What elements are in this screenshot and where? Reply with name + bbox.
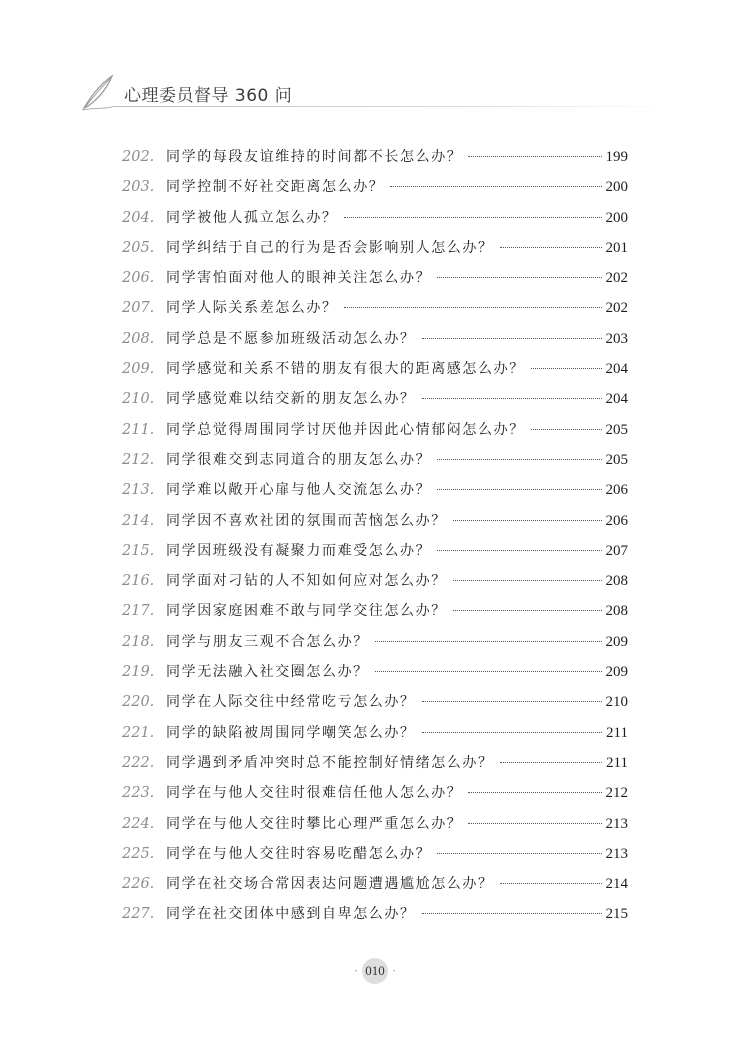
dot-leader <box>453 580 602 581</box>
toc-entry-number: 223. <box>122 785 155 802</box>
toc-entry-title: 同学感觉和关系不错的朋友有很大的距离感怎么办？ <box>166 361 525 378</box>
toc-entry-page: 205 <box>605 421 628 438</box>
toc-entry-title: 同学被他人孤立怎么办？ <box>166 209 338 226</box>
toc-entry <box>122 722 628 752</box>
footer-dot-right: · <box>392 964 396 978</box>
toc-entry-number: 222. <box>122 754 155 771</box>
page-number: 010 <box>362 958 388 984</box>
footer-dot-left: · <box>354 964 358 978</box>
toc-entry-page: 208 <box>605 603 628 620</box>
toc-entry-number: 221. <box>122 724 155 741</box>
toc-entry-number: 209. <box>122 361 155 378</box>
toc-entry-page: 199 <box>605 149 628 165</box>
toc-entry-number: 220. <box>122 694 155 711</box>
toc-entry-number: 206. <box>122 270 155 287</box>
toc-entry-number: 227. <box>122 906 155 923</box>
toc-entry-number: 214. <box>122 512 155 529</box>
dot-leader <box>422 913 602 914</box>
toc-entry-number: 216. <box>122 573 155 590</box>
dot-leader <box>468 823 602 824</box>
toc-entry <box>122 449 628 479</box>
dot-leader <box>453 610 602 611</box>
table-of-contents <box>122 146 628 934</box>
toc-entry-number: 215. <box>122 542 155 559</box>
dot-leader <box>531 368 602 369</box>
dot-leader <box>437 550 602 551</box>
toc-entry-page: 208 <box>605 573 628 590</box>
toc-entry-number: 210. <box>122 391 155 408</box>
toc-entry-page: 211 <box>606 754 628 771</box>
toc-entry-page: 201 <box>605 239 628 256</box>
toc-entry-page: 204 <box>605 361 628 378</box>
toc-entry-title: 同学因不喜欢社团的氛围而苦恼怎么办？ <box>166 512 447 529</box>
toc-entry-title: 同学控制不好社交距离怎么办？ <box>166 179 385 196</box>
toc-entry-title: 同学在社交场合常因表达问题遭遇尴尬怎么办？ <box>166 876 494 893</box>
dot-leader <box>453 520 602 521</box>
toc-entry-number: 226. <box>122 876 155 893</box>
toc-entry <box>122 297 628 327</box>
toc-entry <box>122 600 628 630</box>
dot-leader <box>437 853 602 854</box>
dot-leader <box>468 792 602 793</box>
toc-entry <box>122 782 628 812</box>
toc-entry-title: 同学人际关系差怎么办？ <box>166 300 338 317</box>
toc-entry <box>122 843 628 873</box>
toc-entry-number: 211. <box>122 421 155 438</box>
toc-entry-number: 213. <box>122 482 155 499</box>
toc-entry-page: 209 <box>605 664 628 681</box>
toc-entry <box>122 570 628 600</box>
header-divider <box>112 106 672 107</box>
toc-entry-number: 208. <box>122 330 155 347</box>
toc-entry <box>122 207 628 237</box>
toc-entry-page: 204 <box>605 391 628 408</box>
toc-entry-title: 同学在与他人交往时容易吃醋怎么办？ <box>166 845 432 862</box>
toc-entry-page: 200 <box>605 179 628 196</box>
toc-entry <box>122 631 628 661</box>
toc-entry-title: 同学无法融入社交圈怎么办？ <box>166 664 369 681</box>
toc-entry-title: 同学在与他人交往时攀比心理严重怎么办？ <box>166 815 463 832</box>
dot-leader <box>422 398 602 399</box>
dot-leader <box>500 883 602 884</box>
toc-entry-title: 同学因班级没有凝聚力而难受怎么办？ <box>166 542 432 559</box>
toc-entry <box>122 479 628 509</box>
dot-leader <box>500 762 602 763</box>
toc-entry-title: 同学害怕面对他人的眼神关注怎么办？ <box>166 270 432 287</box>
toc-entry-title: 同学面对刁钻的人不知如何应对怎么办？ <box>166 573 447 590</box>
toc-entry <box>122 146 628 176</box>
toc-entry <box>122 661 628 691</box>
toc-entry <box>122 873 628 903</box>
toc-entry-title: 同学的缺陷被周围同学嘲笑怎么办？ <box>166 724 416 741</box>
dot-leader <box>422 701 602 702</box>
toc-entry <box>122 813 628 843</box>
dot-leader <box>422 338 602 339</box>
toc-entry-number: 204. <box>122 209 155 226</box>
toc-entry-title: 同学与朋友三观不合怎么办？ <box>166 633 369 650</box>
toc-entry-page: 212 <box>605 785 628 802</box>
toc-entry-title: 同学总觉得周围同学讨厌他并因此心情郁闷怎么办？ <box>166 421 525 438</box>
header-title: 心理委员督导 360 问 <box>124 86 293 106</box>
toc-entry-number: 218. <box>122 633 155 650</box>
toc-entry <box>122 176 628 206</box>
toc-entry-title: 同学很难交到志同道合的朋友怎么办？ <box>166 451 432 468</box>
toc-entry <box>122 419 628 449</box>
toc-entry-number: 212. <box>122 451 155 468</box>
toc-entry-title: 同学总是不愿参加班级活动怎么办？ <box>166 330 416 347</box>
toc-entry-number: 202. <box>122 149 155 165</box>
toc-entry <box>122 267 628 297</box>
toc-entry-number: 203. <box>122 179 155 196</box>
toc-entry-title: 同学因家庭困难不敢与同学交往怎么办？ <box>166 603 447 620</box>
toc-entry <box>122 510 628 540</box>
toc-entry-number: 217. <box>122 603 155 620</box>
toc-entry-number: 207. <box>122 300 155 317</box>
dot-leader <box>375 671 602 672</box>
toc-entry-page: 206 <box>605 482 628 499</box>
toc-entry-page: 202 <box>605 270 628 287</box>
dot-leader <box>500 247 602 248</box>
toc-entry-title: 同学感觉难以结交新的朋友怎么办？ <box>166 391 416 408</box>
toc-entry-title: 同学遇到矛盾冲突时总不能控制好情绪怎么办？ <box>166 754 494 771</box>
toc-entry-page: 213 <box>605 815 628 832</box>
dot-leader <box>468 156 602 157</box>
toc-entry-page: 203 <box>605 330 628 347</box>
toc-entry <box>122 540 628 570</box>
dot-leader <box>344 307 602 308</box>
toc-entry-number: 225. <box>122 845 155 862</box>
toc-entry-number: 205. <box>122 239 155 256</box>
dot-leader <box>531 429 602 430</box>
toc-entry-page: 207 <box>605 542 628 559</box>
toc-entry-number: 224. <box>122 815 155 832</box>
toc-entry-page: 211 <box>606 724 628 741</box>
toc-entry <box>122 752 628 782</box>
toc-entry-page: 202 <box>605 300 628 317</box>
toc-entry-title: 同学纠结于自己的行为是否会影响别人怎么办？ <box>166 239 494 256</box>
toc-entry-page: 215 <box>605 906 628 923</box>
toc-entry-title: 同学难以敞开心扉与他人交流怎么办？ <box>166 482 432 499</box>
toc-entry-page: 206 <box>605 512 628 529</box>
dot-leader <box>390 186 602 187</box>
dot-leader <box>437 489 602 490</box>
toc-entry-page: 205 <box>605 451 628 468</box>
toc-entry-page: 213 <box>605 845 628 862</box>
page-footer <box>0 958 750 984</box>
toc-entry <box>122 691 628 721</box>
dot-leader <box>344 217 602 218</box>
dot-leader <box>437 277 602 278</box>
toc-entry-title: 同学在与他人交往时很难信任他人怎么办？ <box>166 785 463 802</box>
toc-entry <box>122 358 628 388</box>
toc-entry-number: 219. <box>122 664 155 681</box>
toc-entry-page: 209 <box>605 633 628 650</box>
dot-leader <box>437 459 602 460</box>
toc-entry-title: 同学在人际交往中经常吃亏怎么办？ <box>166 694 416 711</box>
toc-entry <box>122 388 628 418</box>
toc-entry-page: 214 <box>605 876 628 893</box>
toc-entry-title: 同学的每段友谊维持的时间都不长怎么办？ <box>166 149 463 165</box>
dot-leader <box>375 641 602 642</box>
toc-entry <box>122 328 628 358</box>
dot-leader <box>422 732 602 733</box>
toc-entry <box>122 237 628 267</box>
toc-entry-page: 210 <box>605 694 628 711</box>
toc-entry-page: 200 <box>605 209 628 226</box>
toc-entry-title: 同学在社交团体中感到自卑怎么办？ <box>166 906 416 923</box>
toc-entry <box>122 903 628 933</box>
